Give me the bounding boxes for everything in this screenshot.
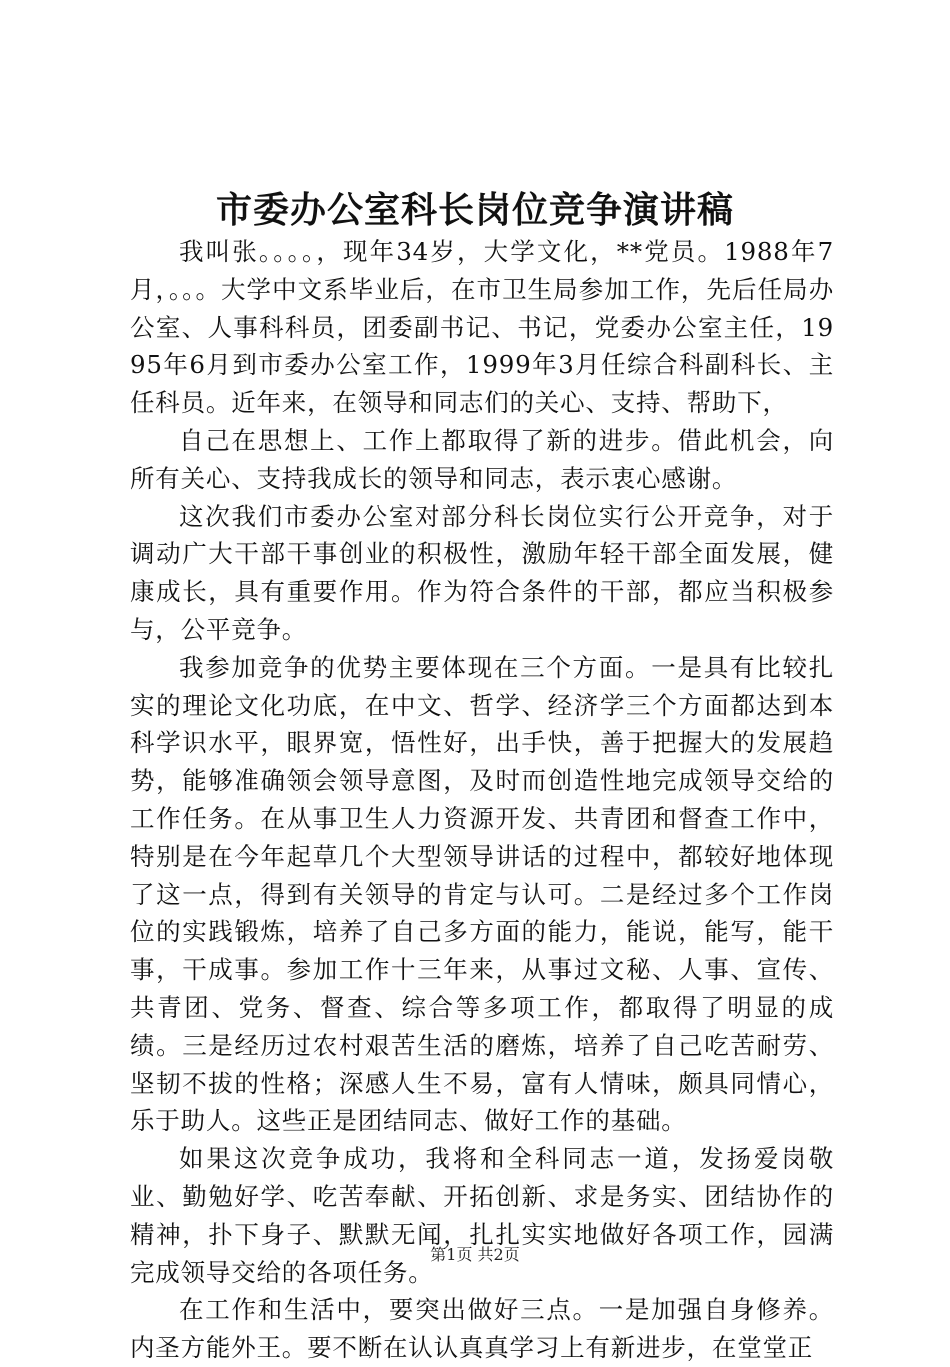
paragraph: 自己在思想上、工作上都取得了新的进步。借此机会，向所有关心、支持我成长的领导和同志，表示衷心感谢。 bbox=[130, 425, 834, 493]
page-number-footer: 第1页 共2页 bbox=[430, 1245, 520, 1264]
paragraph: 如果这次竞争成功，我将和全科同志一道，发扬爱岗敬业、勤勉好学、吃苦奉献、开拓创新、求是务实、团结协作的精神，扑下身子、默默无闻，扎扎实实地做好各项工作，园满完成领导交给的各项任务。 bbox=[130, 1144, 834, 1287]
paragraph: 这次我们市委办公室对部分科长岗位实行公开竞争，对于调动广大干部干事创业的积极性，激励年轻干部全面发展，健康成长，具有重要作用。作为符合条件的干部，都应当积极参与，公平竞争。 bbox=[130, 501, 834, 644]
document-body bbox=[130, 233, 834, 1367]
paragraph: 我参加竞争的优势主要体现在三个方面。一是具有比较扎实的理论文化功底，在中文、哲学、经济学三个方面都达到本科学识水平，眼界宽，悟性好，出手快，善于把握大的发展趋势，能够准确领会领导意图，及时而创造性地完成领导交给的工作任务。在从事卫生人力资源开发、共青团和督查工作中，特别是在今年起草几个大型领导讲话的过程中，都较好地体现了这一点，得到有关领导的肯定与认可。二是经过多个工作岗位的实践锻炼，培养了自己多方面的能力，能说，能写，能干事，干成事。参加工作十三年来，从事过文秘、人事、宣传、共青团、党务、督查、综合等多项工作，都取得了明显的成绩。三是经历过农村艰苦生活的磨炼，培养了自己吃苦耐劳、坚韧不拔的性格；深感人生不易，富有人情味，颇具同情心，乐于助人。这些正是团结同志、做好工作的基础。 bbox=[130, 652, 834, 1136]
document-title: 市委办公室科长岗位竞争演讲稿 bbox=[215, 189, 734, 231]
paragraph: 在工作和生活中，要突出做好三点。一是加强自身修养。内圣方能外王。要不断在认认真真学习上有新进步，在堂堂正 bbox=[130, 1295, 834, 1363]
paragraph: 我叫张。。。。，现年34岁，大学文化，**党员。1988年7月，。。。大学中文系毕业后，在市卫生局参加工作，先后任局办公室、人事科科员，团委副书记、书记，党委办公室主任，1995年6月到市委办公室工作，1999年3月任综合科副科长、主任科员。近年来，在领导和同志们的关心、支持、帮助下， bbox=[130, 237, 834, 418]
